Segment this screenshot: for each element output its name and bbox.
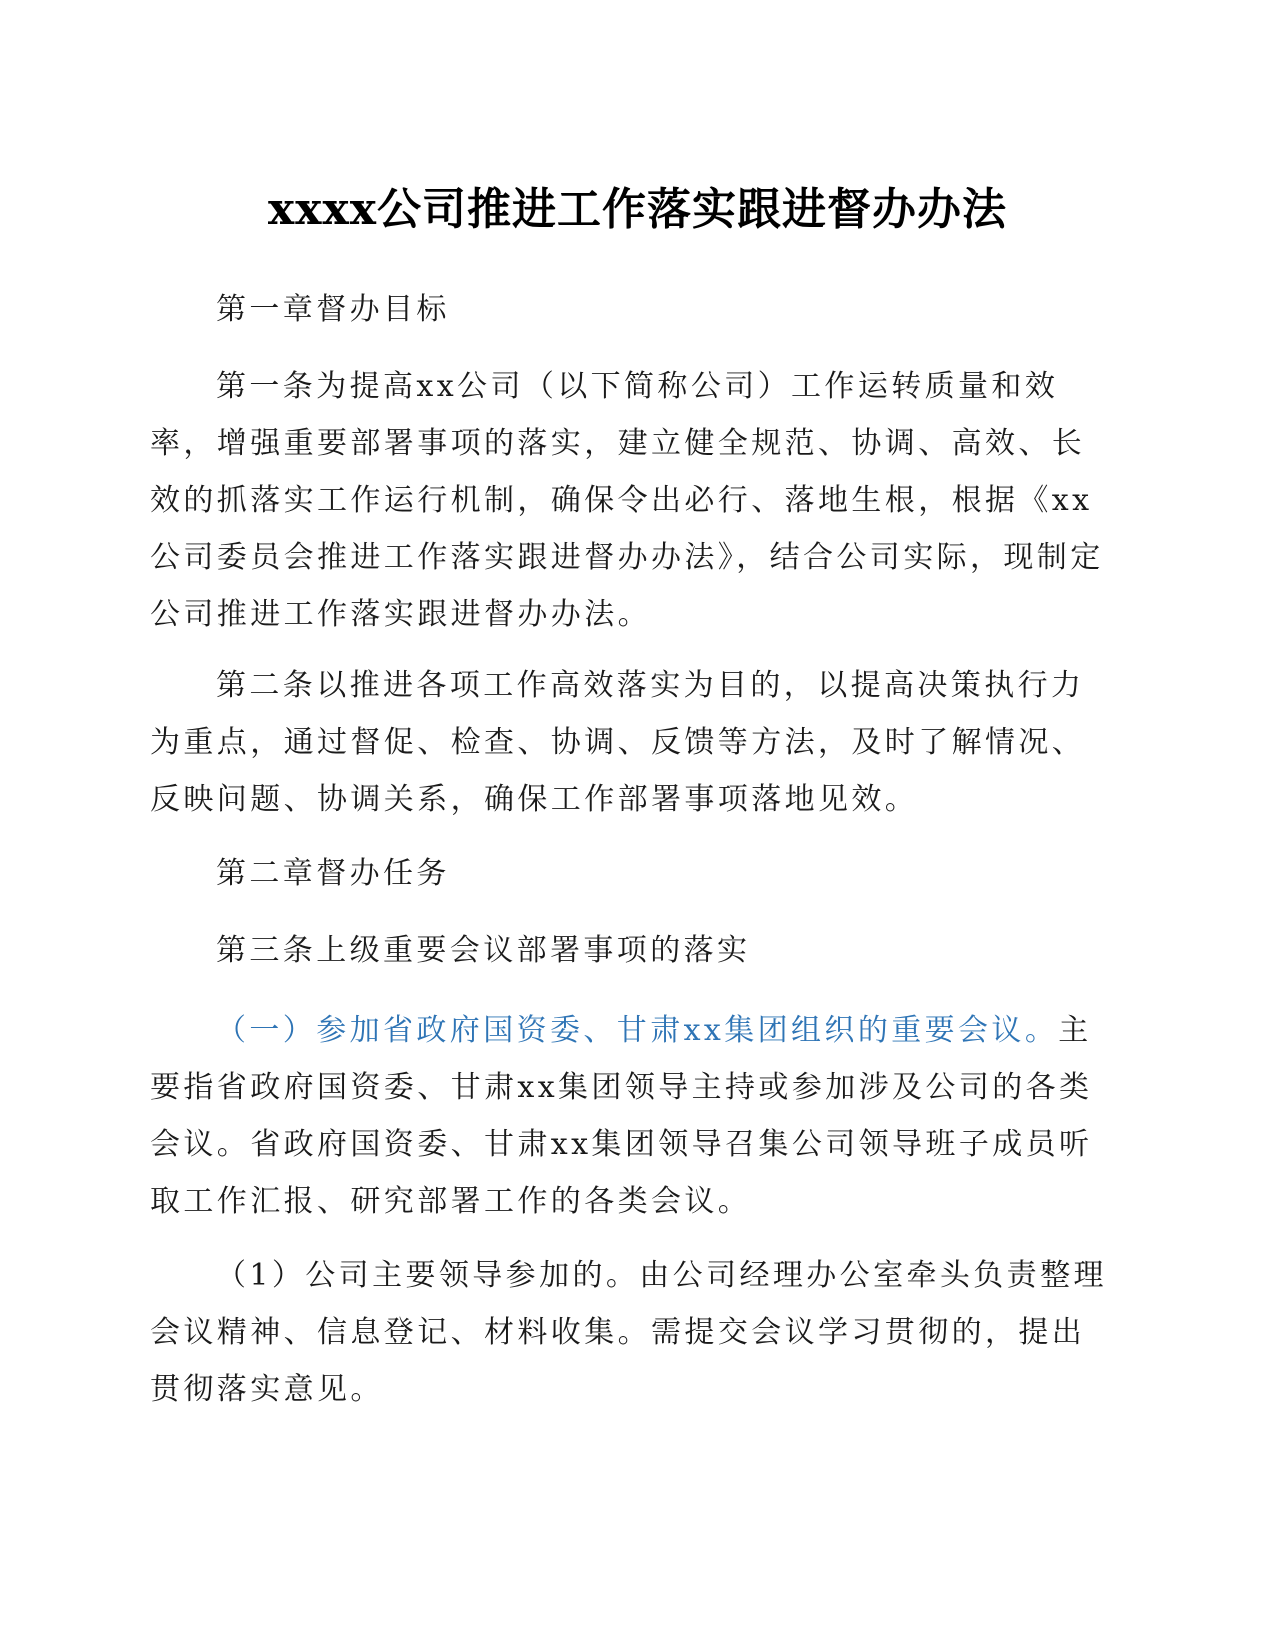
document-title: xxxx公司推进工作落实跟进督办办法 (268, 184, 1007, 235)
article-3-heading: 第三条上级重要会议部署事项的落实 (216, 933, 751, 968)
chapter-2-heading: 第二章督办任务 (216, 856, 450, 891)
item-1-paragraph (150, 1002, 1116, 1230)
item-1-body: 主要指省政府国资委、甘肃xx集团领导主持或参加涉及公司的各类会议。省政府国资委、甘肃xx集团领导召集公司领导班子成员听取工作汇报、研究部署工作的各类会议。 (150, 1013, 1093, 1219)
item-1-lead-highlight: （一）参加省政府国资委、甘肃xx集团组织的重要会议。 (216, 1013, 1059, 1048)
article-1-paragraph: 第一条为提高xx公司（以下简称公司）工作运转质量和效率，增强重要部署事项的落实，建立健全规范、协调、高效、长效的抓落实工作运行机制，确保令出必行、落地生根，根据《xx公司委员会推进工作落实跟进督办办法》，结合公司实际，现制定公司推进工作落实跟进督办办法。 (150, 369, 1104, 632)
article-2-paragraph: 第二条以推进各项工作高效落实为目的，以提高决策执行力为重点，通过督促、检查、协调、反馈等方法，及时了解情况、反映问题、协调关系，确保工作部署事项落地见效。 (150, 668, 1086, 817)
chapter-1-heading: 第一章督办目标 (216, 292, 450, 327)
sub-item-1-paragraph: （1）公司主要领导参加的。由公司经理办公室牵头负责整理会议精神、信息登记、材料收集。需提交会议学习贯彻的，提出贯彻落实意见。 (150, 1258, 1107, 1407)
